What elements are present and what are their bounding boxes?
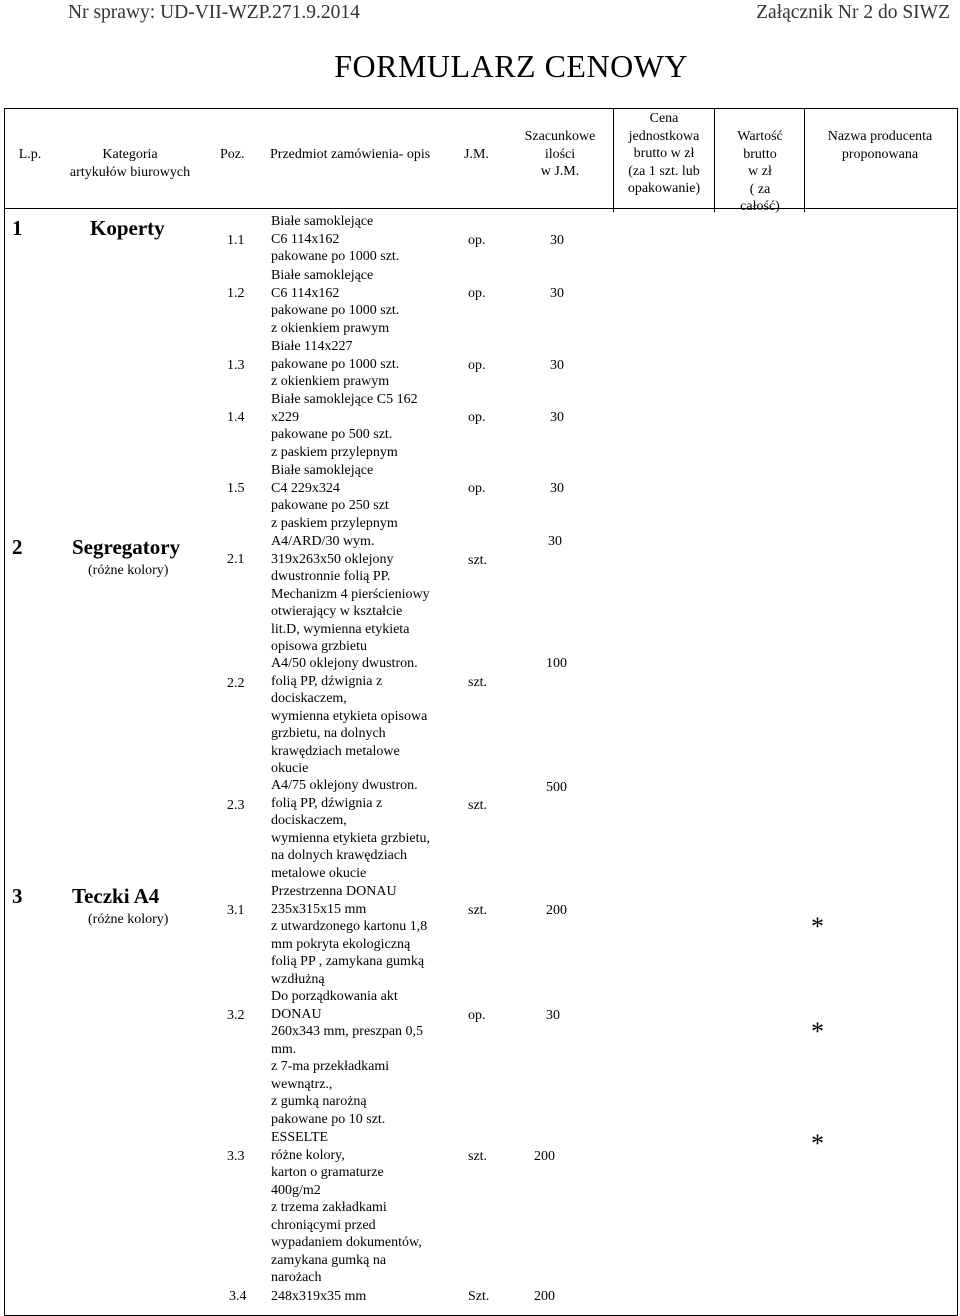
item-unit: op. (468, 1008, 486, 1023)
col-header-quantity (505, 128, 615, 181)
item-description-line: z paskiem przylepnym (271, 444, 398, 460)
item-description-line: Białe samoklejące (271, 463, 374, 478)
col-header-value-line-3: w zł (748, 164, 772, 179)
item-unit: szt. (468, 798, 488, 813)
item-quantity: 200 (534, 1149, 555, 1164)
item-description-line: karton o gramaturze (271, 1165, 384, 1180)
item-quantity: 30 (550, 410, 564, 425)
item-position: 3.3 (227, 1149, 245, 1164)
col-header-value-line-2: brutto (743, 146, 777, 162)
item-description-line: z gumką narożną (271, 1094, 367, 1109)
item-description-line: wzdłużną (271, 971, 325, 987)
col-header-unit-price (614, 110, 714, 198)
item-description-line: zamykana gumką na (271, 1252, 387, 1268)
item-position: 2.3 (227, 798, 245, 813)
item-description (271, 338, 399, 391)
item-unit: szt. (468, 903, 488, 918)
item-position: 1.3 (227, 358, 245, 373)
col-header-unit-price-line-5: opakowanie) (627, 181, 701, 196)
item-description-line: dociskaczem, (271, 813, 347, 828)
col-header-producer-line-1: Nazwa producenta (827, 129, 933, 144)
category-name-1: Koperty (90, 216, 165, 240)
case-number: Nr sprawy: UD-VII-WZP.271.9.2014 (68, 2, 360, 23)
item-description-line: otwierający w kształcie (271, 604, 403, 619)
item-position: 3.2 (227, 1008, 245, 1023)
item-position: 3.1 (227, 903, 245, 918)
item-description-line: mm pokryta ekologiczną (271, 936, 411, 952)
item-description-line: lit.D, wymienna etykieta (271, 621, 410, 637)
item-description-line: Mechanizm 4 pierścieniowy (271, 586, 430, 602)
item-description-line: DONAU (271, 1006, 322, 1022)
item-description-line: pakowane po 250 szt (271, 498, 389, 513)
item-description-line: wymienna etykieta opisowa (271, 708, 428, 724)
item-description-line: Przestrzenna DONAU (271, 884, 397, 899)
item-description-line: z utwardzonego kartonu 1,8 (271, 919, 428, 934)
item-description-line: opisowa grzbietu (271, 639, 368, 654)
item-description-line: z okienkiem prawym (271, 320, 390, 336)
item-description (271, 1288, 366, 1306)
item-position: 2.1 (227, 552, 245, 567)
item-position: 1.4 (227, 410, 245, 425)
item-description-line: na dolnych krawędziach (271, 848, 408, 863)
item-description-line: różne kolory, (271, 1147, 345, 1163)
item-position: 2.2 (227, 676, 245, 691)
producer-asterisk: * (811, 912, 824, 941)
item-description (271, 213, 399, 266)
col-header-unit-price-line-4: (za 1 szt. lub (628, 163, 700, 179)
page-title: FORMULARZ CENOWY (334, 48, 688, 84)
category-note-3: (różne kolory) (88, 912, 169, 927)
item-description-line: z trzema zakładkami (271, 1200, 387, 1215)
category-num-3: 3 (12, 884, 23, 908)
item-description-line: z okienkiem prawym (271, 374, 390, 389)
item-description-line: Do porządkowania akt (271, 989, 398, 1004)
col-header-value-line-1: Wartość (737, 129, 783, 144)
item-description-line: folią PP, dźwignia z (271, 795, 383, 811)
item-quantity: 30 (550, 233, 564, 248)
item-description (271, 883, 427, 988)
item-description-line: z paskiem przylepnym (271, 515, 398, 531)
col-header-category-line-2: artykułów biurowych (69, 164, 191, 180)
item-description-line: Białe samoklejące (271, 214, 374, 229)
item-unit: szt. (468, 553, 488, 568)
item-description (271, 462, 398, 532)
item-description-line: pakowane po 500 szt. (271, 427, 393, 442)
item-unit: Szt. (468, 1289, 490, 1304)
item-description-line: okucie (271, 761, 309, 776)
item-description-line: A4/75 oklejony dwustron. (271, 778, 418, 793)
col-header-unit: J.M. (464, 147, 489, 162)
item-description-line: C6 114x162 (271, 285, 340, 301)
item-unit: op. (468, 286, 486, 301)
item-quantity: 30 (550, 286, 564, 301)
producer-asterisk: * (811, 1017, 824, 1046)
category-name-2: Segregatory (72, 535, 181, 559)
category-note-2: (różne kolory) (88, 563, 169, 578)
item-description-line: 400g/m2 (271, 1182, 321, 1198)
item-unit: szt. (468, 675, 488, 690)
item-description-line: grzbietu, na dolnych (271, 726, 386, 741)
item-description-line: chroniącymi przed (271, 1217, 376, 1233)
item-description-line: 248x319x35 mm (271, 1289, 367, 1304)
col-header-producer (805, 128, 955, 163)
item-description-line: wymienna etykieta grzbietu, (271, 830, 430, 846)
item-description-line: 235x315x15 mm (271, 901, 367, 917)
item-description-line: narożach (271, 1270, 322, 1285)
item-position: 1.2 (227, 286, 245, 301)
item-unit: op. (468, 481, 486, 496)
item-description (271, 777, 430, 882)
category-num-1: 1 (12, 216, 23, 240)
col-header-subject: Przedmiot zamówienia- opis (270, 147, 431, 162)
item-unit: op. (468, 358, 486, 373)
col-header-pos: Poz. (220, 147, 245, 162)
item-description (271, 655, 427, 778)
item-description-line: A4/ARD/30 wym. (271, 534, 375, 549)
item-quantity: 100 (546, 656, 567, 671)
item-description-line: wewnątrz., (271, 1076, 333, 1092)
item-description-line: 260x343 mm, preszpan 0,5 (271, 1024, 424, 1039)
category-name-3: Teczki A4 (72, 884, 160, 908)
item-position: 1.1 (227, 233, 245, 248)
item-description-line: mm. (271, 1041, 297, 1057)
col-header-unit-price-line-1: Cena (649, 111, 679, 126)
item-description-line: pakowane po 1000 szt. (271, 249, 400, 264)
item-quantity: 30 (546, 1008, 560, 1023)
item-description-line: folią PP , zamykana gumką (271, 954, 425, 969)
col-header-producer-line-2: proponowana (841, 146, 919, 162)
item-description-line: dwustronnie folią PP. (271, 569, 391, 584)
item-quantity: 30 (550, 481, 564, 496)
col-header-quantity-line-1: Szacunkowe (524, 129, 596, 144)
item-description-line: 319x263x50 oklejony (271, 551, 394, 567)
item-description (271, 1129, 422, 1287)
item-description-line: pakowane po 1000 szt. (271, 356, 400, 372)
item-quantity: 500 (546, 780, 567, 795)
item-unit: op. (468, 233, 486, 248)
item-description-line: metalowe okucie (271, 865, 367, 881)
item-unit: op. (468, 410, 486, 425)
item-quantity: 200 (534, 1289, 555, 1304)
col-header-category (50, 146, 210, 181)
item-description-line: z 7-ma przekładkami (271, 1059, 390, 1074)
item-description-line: pakowane po 1000 szt. (271, 303, 400, 318)
item-description-line: x229 (271, 409, 299, 425)
item-description-line: dociskaczem, (271, 691, 347, 706)
producer-asterisk: * (811, 1129, 824, 1158)
attachment-label: Załącznik Nr 2 do SIWZ (756, 2, 950, 23)
item-description (271, 988, 423, 1128)
col-header-quantity-line-3: w J.M. (540, 164, 580, 179)
item-description-line: C4 229x324 (271, 480, 340, 496)
item-description-line: C6 114x162 (271, 231, 340, 247)
item-unit: szt. (468, 1149, 488, 1164)
item-description (271, 533, 430, 656)
item-description-line: A4/50 oklejony dwustron. (271, 656, 418, 671)
col-header-unit-price-line-3: brutto w zł (633, 146, 695, 161)
col-header-value-line-4: ( za (749, 181, 771, 197)
item-description-line: Białe samoklejące (271, 268, 374, 283)
item-position: 1.5 (227, 481, 245, 496)
header-divider (4, 208, 958, 209)
item-description-line: Białe samoklejące C5 162 (271, 392, 418, 407)
col-header-unit-price-line-2: jednostkowa (628, 128, 700, 144)
item-description-line: folią PP, dźwignia z (271, 673, 383, 689)
item-quantity: 200 (546, 903, 567, 918)
item-description-line: Białe 114x227 (271, 339, 353, 354)
item-description-line: ESSELTE (271, 1130, 329, 1145)
col-header-lp: L.p. (18, 147, 42, 162)
item-position: 3.4 (229, 1289, 247, 1304)
col-header-value (715, 128, 805, 216)
item-description-line: wypadaniem dokumentów, (271, 1235, 422, 1250)
col-header-category-line-1: Kategoria (102, 147, 158, 162)
col-header-value-line-5: całość) (740, 199, 780, 214)
item-quantity: 30 (550, 358, 564, 373)
item-description-line: pakowane po 10 szt. (271, 1111, 386, 1127)
item-description (271, 267, 399, 337)
item-description-line: krawędziach metalowe (271, 743, 400, 759)
item-description (271, 391, 418, 461)
col-header-quantity-line-2: ilości (544, 146, 576, 162)
category-num-2: 2 (12, 535, 23, 559)
item-quantity: 30 (548, 534, 562, 549)
